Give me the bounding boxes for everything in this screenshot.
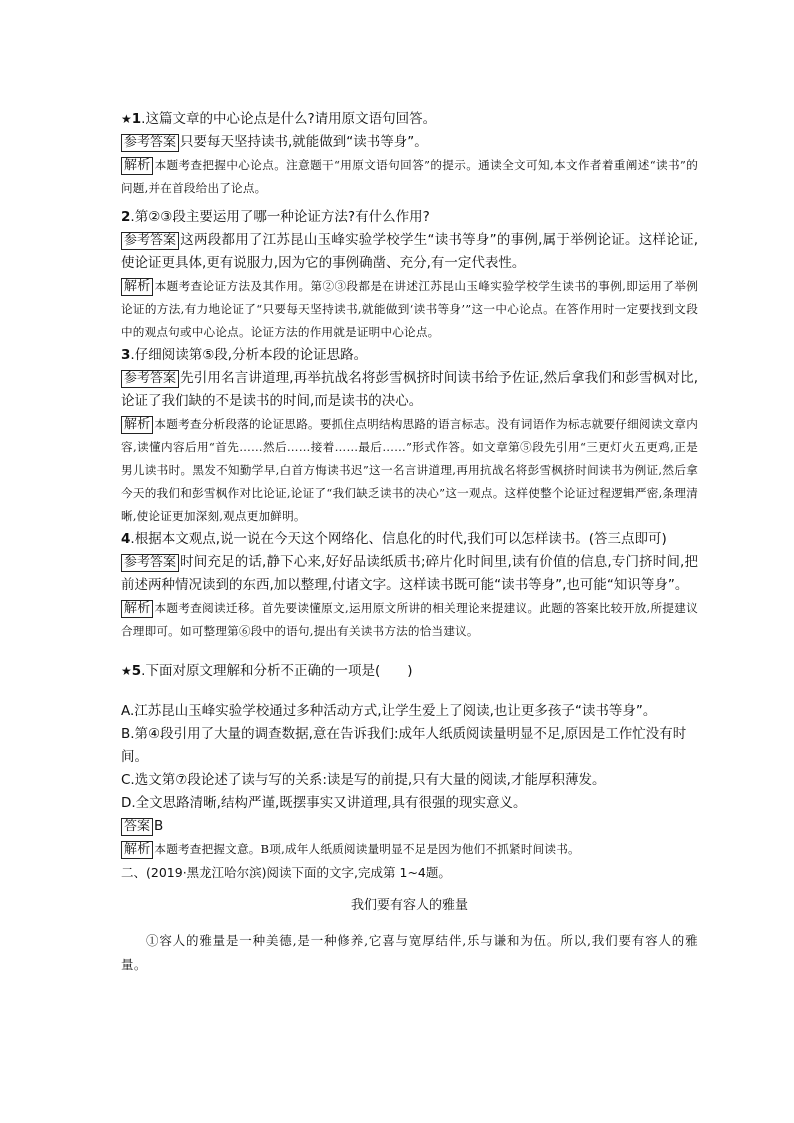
answer-text: 先引用名言讲道理,再举抗战名将彭雪枫挤时间读书给予佐证,然后拿我们和彭雪枫对比,论证了我们缺的不是读书的时间,而是读书的决心。 [121,370,698,409]
question-number: 2 [121,209,131,225]
analysis-tag: 解析 [121,600,153,618]
answer-tag: 答案 [121,818,153,836]
question-text: .根据本文观点,说一说在今天这个网络化、信息化的时代,我们可以怎样读书。(答三点即可) [130,531,667,547]
ref-answer-tag: 参考答案 [121,232,179,250]
q2-analysis [121,275,698,344]
question-4 [121,528,698,551]
option-a: A.江苏昆山玉峰实验学校通过多种活动方式,让学生爱上了阅读,也让更多孩子“读书等身”。 [121,703,657,719]
q5-analysis [121,838,698,861]
ref-answer-tag: 参考答案 [121,554,179,572]
star-icon: ★ [121,112,132,126]
q4-answer [121,551,698,597]
ref-answer-tag: 参考答案 [121,370,179,388]
q5-answer [121,815,698,838]
option-b: B.第④段引用了大量的调查数据,意在告诉我们:成年人纸质阅读量明显不足,原因是工作忙没有时间。 [121,726,687,765]
q4-analysis [121,597,698,643]
q1-answer [121,131,698,154]
question-number: 5 [131,663,142,679]
star-icon: ★ [121,664,132,678]
q3-analysis [121,413,698,528]
analysis-text: 本题考查论证方法及其作用。第②③段都是在讲述江苏昆山玉峰实验学校学生读书的事例,即运用了举例论证的方法,有力地论证了“只要每天坚持读书,就能做到‘读书等身’”这一中心论点。在答作用时一定要找到文段中的观点句或中心论点。论证方法的作用就是证明中心论点。 [121,279,698,339]
analysis-text: 本题考查把握中心论点。注意题干“用原文语句回答”的提示。通读全文可知,本文作者着重阐述“读书”的问题,并在首段给出了论点。 [121,158,698,195]
q3-answer [121,367,698,413]
article-paragraph-1: ①容人的雅量是一种美德,是一种修养,它喜与宽厚结伴,乐与谦和为伍。所以,我们要有容人的雅量。 [121,933,698,972]
question-text: .仔细阅读第⑤段,分析本段的论证思路。 [130,347,368,363]
article-title: 我们要有容人的雅量 [350,898,468,913]
analysis-text: 本题考查把握文意。B项,成年人纸质阅读量明显不足是因为他们不抓紧时间读书。 [154,842,580,856]
answer-text: 这两段都用了江苏昆山玉峰实验学校学生“读书等身”的事例,属于举例论证。这样论证,使论证更具体,更有说服力,因为它的事例确凿、充分,有一定代表性。 [121,232,698,271]
analysis-tag: 解析 [121,157,153,175]
question-number: 4 [121,531,131,547]
question-number: 1 [131,111,142,127]
question-text: .下面对原文理解和分析不正确的一项是( ) [141,663,413,679]
analysis-text: 本题考查分析段落的论证思路。要抓住点明结构思路的语言标志。没有词语作为标志就要仔细阅读文章内容,读懂内容后用“首先……然后……接着……最后……”形式作答。如文章第⑤段先引用“三更灯火五更鸡,正是男儿读书时。黑发不知勤学早,白首方悔读书迟”这一名言讲道理,再用抗战名将彭雪枫挤时间读书为例证,然后拿今天的我们和彭雪枫作对比论证,论证了“我们缺乏读书的决心”这一观点。这样使整个论证过程逻辑严密,条理清晰,使论证更加深刻,观点更加鲜明。 [121,417,698,523]
ref-answer-tag: 参考答案 [121,134,179,152]
question-1 [121,108,698,131]
analysis-tag: 解析 [121,841,153,859]
answer-text: B [154,818,164,834]
analysis-text: 本题考查阅读迁移。首先要读懂原文,运用原文所讲的相关理论来提建议。此题的答案比较开放,所提建议合理即可。如可整理第⑥段中的语句,提出有关读书方法的恰当建议。 [121,601,698,638]
question-2 [121,206,698,229]
q2-answer [121,229,698,275]
question-number: 3 [121,347,131,363]
section-heading: 二、(2019·黑龙江哈尔滨)阅读下面的文字,完成第 1~4题。 [121,865,451,880]
question-text: .第②③段主要运用了哪一种论证方法?有什么作用? [130,209,430,225]
q1-analysis [121,154,698,200]
option-d: D.全文思路清晰,结构严谨,既摆事实又讲道理,具有很强的现实意义。 [121,795,527,811]
analysis-tag: 解析 [121,416,153,434]
answer-text: 只要每天坚持读书,就能做到“读书等身”。 [180,134,428,150]
question-text: .这篇文章的中心论点是什么?请用原文语句回答。 [141,111,437,127]
question-3 [121,344,698,367]
analysis-tag: 解析 [121,278,153,296]
answer-text: 时间充足的话,静下心来,好好品读纸质书;碎片化时间里,读有价值的信息,专门挤时间,把前述两种情况读到的东西,加以整理,付诸文字。这样读书既可能“读书等身”,也可能“知识等身”。 [121,554,698,593]
question-5 [121,660,698,683]
option-c: C.选文第⑦段论述了读与写的关系:读是写的前提,只有大量的阅读,才能厚积薄发。 [121,772,606,788]
q5-options [121,700,698,815]
